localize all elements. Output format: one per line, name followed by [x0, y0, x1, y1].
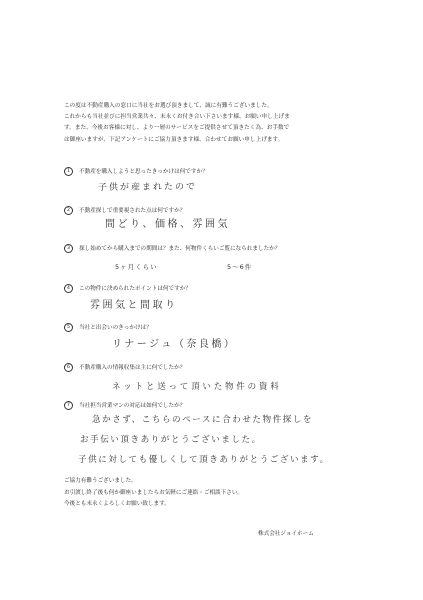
question-number: 2 [64, 206, 73, 215]
question-number: 7 [64, 401, 73, 410]
question-text: 不動産探しで重要視された点は何ですか？ [79, 208, 186, 214]
question-text: 探し始めてから購入までの期間は？また、何物件くらいご覧になられましたか？ [79, 246, 281, 252]
answer-5: リナージュ（奈良橋） [112, 339, 237, 350]
question-number: 3 [64, 244, 73, 253]
answer-7-line: 子供に対しても優しくして頂きありがとうございます。 [78, 455, 330, 465]
question-text: 不動産購入の情報収集は主に何でしたか？ [79, 365, 186, 371]
intro-line: これからも当社並びに担当営業共々、末永くお付き合い下さいます様、お願い申し上げま [64, 114, 290, 121]
answer-1: 子供が産まれたので [97, 182, 198, 193]
question-text: 不動産を購入しようと思ったきっかけは何ですか？ [79, 169, 208, 175]
question-2 [64, 206, 185, 215]
closing-paragraph [64, 476, 243, 511]
closing-line: ご協力有難うございました。 [64, 478, 137, 484]
answer-3-count: 5～6件 [227, 263, 253, 271]
answer-7-line: お手伝い頂きありがとうございました。 [80, 435, 262, 445]
question-number: 1 [64, 167, 73, 176]
question-text: 当社と出会いのきっかけは？ [79, 325, 152, 331]
intro-paragraph [64, 101, 364, 146]
intro-line: は御座いますが、下記アンケートにご協力頂きます様、合わせてお願い申し上げます。 [64, 136, 284, 143]
answer-3-period: 5ヶ月くらい [115, 263, 158, 271]
question-text: 当社担当営業マンの対応は如何でしたか？ [79, 403, 186, 409]
intro-line: す。また、今後お客様に対し、より一層のサービスをご提供させて頂きたく為、お手数で [64, 125, 290, 132]
question-3 [64, 244, 280, 253]
closing-line: お引渡し終了後も何か御座いましたらお気軽にご連絡・ご相談下さい。 [64, 489, 244, 496]
answer-6: ネットと送って頂いた物件の資料 [112, 382, 282, 392]
question-text: この物件に決められたポイントは何ですか？ [79, 286, 191, 292]
company-signature: 株式会社ジョイホーム [258, 531, 314, 537]
answer-4: 雰囲気と間取り [90, 300, 178, 311]
question-number: 5 [64, 323, 73, 332]
closing-line: 今後とも末永くよろしくお願い致します。 [64, 501, 170, 507]
question-number: 4 [64, 284, 73, 293]
question-7 [64, 401, 185, 410]
question-4 [64, 284, 191, 293]
question-number: 6 [64, 363, 73, 372]
question-6 [64, 363, 185, 372]
answer-7 [78, 410, 330, 470]
answer-7-line: 急かさず、こちらのペースに合わせた物件探しを [92, 415, 313, 425]
intro-line: この度は不動産購入の窓口に当社をお選び頂きまして、誠に有難うございました。 [64, 103, 273, 109]
question-5 [64, 323, 152, 332]
answer-2: 間どり、価格、雰囲気 [105, 219, 230, 230]
question-1 [64, 167, 208, 176]
